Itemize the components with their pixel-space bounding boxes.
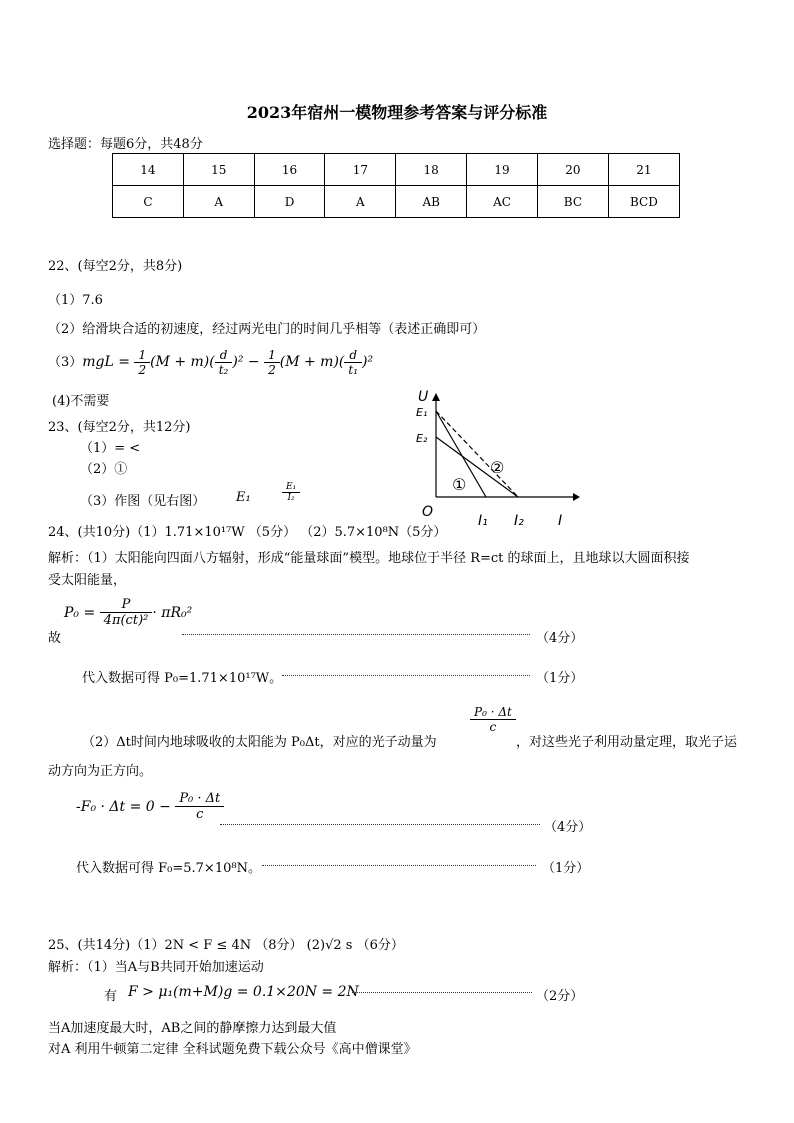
table-row: [113, 154, 680, 186]
leader-dots: [282, 675, 530, 676]
q23-heading: 23、(每空2分，共12分): [48, 420, 191, 435]
question-number: 14: [113, 154, 184, 186]
q23-part3: （3）作图（见右图）: [80, 494, 206, 509]
leader-dots: [352, 992, 532, 993]
half-fraction-2: $\frac{1}{2}$: [264, 348, 280, 377]
q24-part2-a: （2）Δt时间内地球吸收的太阳能为 P₀Δt，对应的光子动量为: [82, 735, 437, 750]
q24-heading: 24、(共10分)（1）1.71×10¹⁷W （5分） （2）5.7×10⁸N（5分）: [48, 525, 447, 540]
you-label: 有: [104, 989, 118, 1004]
question-number: 16: [254, 154, 325, 186]
q22-part1: （1）7.6: [48, 293, 103, 308]
origin-label: O: [422, 504, 434, 520]
answer-cell: BC: [537, 186, 608, 218]
q25-line3: 对A 利用牛顿第二定律 全科试题免费下载公众号《高中僧课堂》: [48, 1042, 417, 1057]
q22-part4: (4)不需要: [52, 394, 110, 409]
u-label: U: [418, 389, 429, 405]
q22-heading: 22、(每空2分，共8分): [48, 259, 183, 274]
page-title: 2023年宿州一模物理参考答案与评分标准: [246, 103, 548, 122]
answer-cell: BCD: [608, 186, 679, 218]
e2-label: E₂: [416, 432, 428, 445]
q24-substitution-1: 代入数据可得 P₀=1.71×10¹⁷W。: [82, 671, 283, 686]
q25-analysis: 解析：（1）当A与B共同开始加速运动: [48, 960, 264, 975]
q22-part3: （3）mgL = $\frac{1}{2}$ (M + m)( $\frac{d}{\text{t₂}}$ )² − $\frac{1}{2}$ (M + m)( $\frac{d}{\text{t₁}}$ )²: [48, 348, 374, 377]
question-number: 20: [537, 154, 608, 186]
q24-analysis-cont: 受太阳能量，: [48, 573, 127, 588]
answer-cell: D: [254, 186, 325, 218]
q24-substitution-2: 代入数据可得 F₀=5.7×10⁸N。: [76, 861, 261, 876]
circle-1-label: ①: [452, 475, 467, 494]
q24-eq1: P₀ = $\frac{P}{\text{4π(ct)²}}$ · πR₀²: [64, 597, 193, 628]
q22-part2: （2）给滑块合适的初速度，经过两光电门的时间几乎相等（表述正确即可）: [48, 322, 486, 337]
question-number: 15: [183, 154, 254, 186]
therefore-label: 故: [48, 631, 62, 646]
q25-heading: 25、(共14分)（1）2N < F ≤ 4N （8分） (2)√2 s （6分）: [48, 938, 404, 953]
q24-analysis: 解析：（1）太阳能向四面八方辐射，形成“能量球面”模型。地球位于半径 R=ct 的球面上，且地球以大圆面积接: [48, 551, 690, 566]
q25-line2: 当A加速度最大时，AB之间的静摩擦力达到最大值: [48, 1021, 337, 1036]
leader-dots: [182, 634, 530, 635]
q24-part2-c: 动方向为正方向。: [48, 764, 153, 779]
circle-2-label: ②: [490, 458, 505, 477]
leader-dots: [220, 824, 540, 825]
q25-equation: F > μ₁(m+M)g = 0.1×20N = 2N: [128, 984, 359, 1000]
q23-e1: E₁: [236, 490, 251, 505]
score-label: （1分）: [536, 671, 584, 686]
i-axis-arrow: [573, 493, 580, 501]
question-number: 17: [325, 154, 396, 186]
answer-cell: AC: [467, 186, 538, 218]
question-number: 18: [396, 154, 467, 186]
half-fraction: $\frac{1}{2}$: [134, 348, 150, 377]
q23-part2: （2）①: [80, 462, 128, 477]
score-label: （1分）: [542, 861, 590, 876]
i-label: I: [558, 513, 563, 529]
i1-label: I₁: [478, 513, 488, 529]
answer-table: [112, 153, 680, 218]
question-number: 21: [608, 154, 679, 186]
question-number: 19: [467, 154, 538, 186]
mc-header: 选择题：每题6分，共48分: [48, 137, 203, 152]
score-label: （2分）: [536, 989, 584, 1004]
answer-cell: AB: [396, 186, 467, 218]
q23-part1: （1）= <: [80, 441, 141, 456]
d-over-t2: $\frac{d}{\text{t₂}}$: [215, 348, 233, 377]
q22-part3-label: （3）: [48, 355, 83, 370]
e1-label: E₁: [416, 406, 428, 419]
photon-momentum-fraction: $\frac{\text{P₀ · Δt}}{c}$: [470, 705, 516, 734]
u-axis-arrow: [432, 393, 440, 401]
answer-cell: C: [113, 186, 184, 218]
line-2: [436, 437, 518, 497]
score-label: （4分）: [544, 820, 592, 835]
q24-eq2: -F₀ · Δt = 0 − $\frac{\text{P₀ · Δt}}{c}$: [76, 791, 224, 822]
answer-cell: A: [183, 186, 254, 218]
ui-graph: [408, 385, 588, 530]
q23-fraction: $\frac{\text{E₁}}{\text{I₂}}$: [282, 482, 300, 503]
q22-eq-lhs: mgL =: [82, 354, 135, 370]
answer-cell: A: [325, 186, 396, 218]
q24-part2-b: ，对这些光子利用动量定理，取光子运: [516, 735, 738, 750]
score-label: （4分）: [536, 631, 584, 646]
d-over-t1: $\frac{d}{\text{t₁}}$: [344, 348, 362, 377]
dashed-line: [436, 411, 518, 497]
table-row: [113, 186, 680, 218]
leader-dots: [262, 865, 536, 866]
i2-label: I₂: [514, 513, 524, 529]
